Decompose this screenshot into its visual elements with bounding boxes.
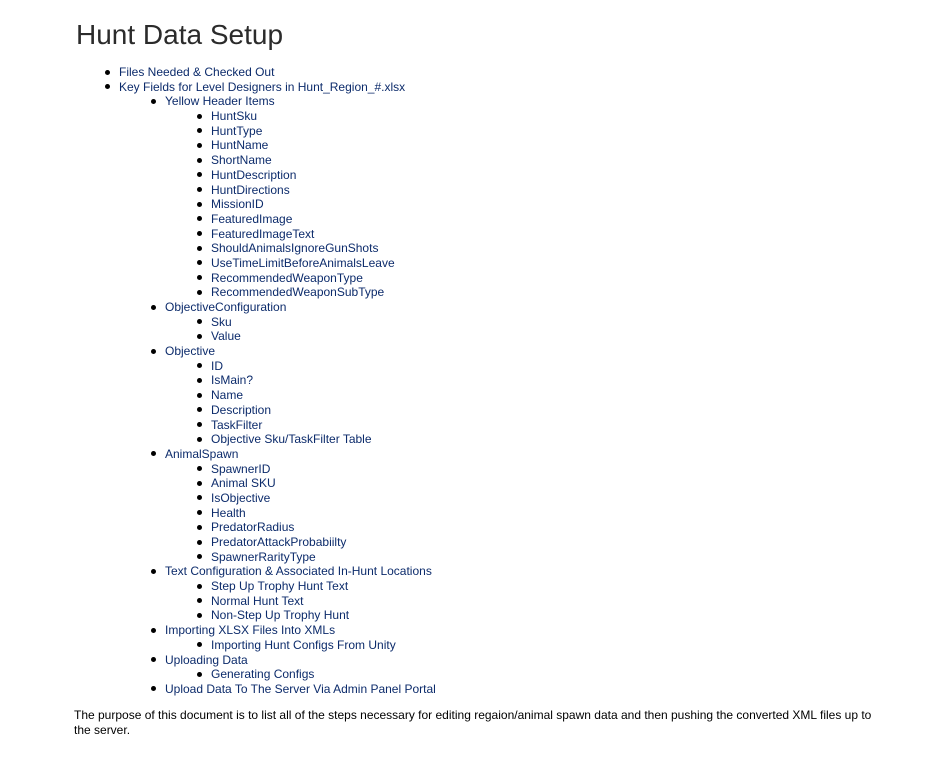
- toc-link[interactable]: TaskFilter: [211, 417, 263, 432]
- bullet-icon: [197, 495, 202, 500]
- bullet-icon: [197, 128, 202, 133]
- bullet-icon: [197, 437, 202, 442]
- bullet-icon: [197, 525, 202, 530]
- bullet-icon: [151, 628, 156, 633]
- toc-link[interactable]: AnimalSpawn: [165, 446, 239, 461]
- bullet-icon: [151, 657, 156, 662]
- bullet-icon: [197, 466, 202, 471]
- toc-link[interactable]: HuntDescription: [211, 167, 297, 182]
- toc-link[interactable]: Generating Configs: [211, 667, 315, 682]
- bullet-icon: [197, 672, 202, 677]
- bullet-icon: [151, 686, 156, 691]
- page-title: Hunt Data Setup: [76, 19, 284, 50]
- bullet-icon: [197, 216, 202, 221]
- toc-link[interactable]: Sku: [211, 314, 232, 329]
- toc-link[interactable]: Importing XLSX Files Into XMLs: [165, 623, 336, 638]
- bullet-icon: [105, 84, 110, 89]
- toc-link[interactable]: Objective: [165, 344, 216, 359]
- bullet-icon: [151, 349, 156, 354]
- bullet-icon: [197, 231, 202, 236]
- toc-link[interactable]: Normal Hunt Text: [211, 593, 304, 608]
- bullet-icon: [197, 202, 202, 207]
- toc-link[interactable]: IsMain?: [211, 373, 254, 388]
- toc-link[interactable]: ShouldAnimalsIgnoreGunShots: [211, 241, 379, 256]
- bullet-icon: [197, 407, 202, 412]
- bullet-icon: [197, 187, 202, 192]
- toc-link[interactable]: Animal SKU: [211, 476, 276, 491]
- bullet-icon: [197, 510, 202, 515]
- bullet-icon: [197, 378, 202, 383]
- bullet-icon: [197, 246, 202, 251]
- toc-link[interactable]: Health: [211, 505, 246, 520]
- bullet-icon: [197, 172, 202, 177]
- bullet-icon: [197, 554, 202, 559]
- purpose-paragraph: The purpose of this document is to list all of the steps necessary for editing regaion/animal spawn data and then pushing the converted XML files up to the server.: [74, 708, 872, 737]
- bullet-icon: [197, 114, 202, 119]
- bullet-icon: [197, 334, 202, 339]
- toc-link[interactable]: Upload Data To The Server Via Admin Panel Portal: [165, 681, 436, 696]
- toc-link[interactable]: ObjectiveConfiguration: [165, 300, 287, 314]
- toc-link[interactable]: IsObjective: [211, 490, 271, 505]
- bullet-icon: [197, 481, 202, 486]
- bullet-icon: [197, 393, 202, 398]
- toc-link[interactable]: Key Fields for Level Designers in Hunt_Region_#.xlsx: [119, 79, 406, 94]
- bullet-icon: [197, 275, 202, 280]
- bullet-icon: [197, 540, 202, 545]
- toc-link[interactable]: PredatorRadius: [211, 520, 295, 535]
- toc-link[interactable]: ShortName: [211, 153, 272, 168]
- bullet-icon: [197, 584, 202, 589]
- toc-link[interactable]: Step Up Trophy Hunt Text: [211, 579, 349, 594]
- toc-link[interactable]: HuntName: [211, 138, 269, 153]
- bullet-icon: [197, 158, 202, 163]
- toc-link[interactable]: UseTimeLimitBeforeAnimalsLeave: [211, 255, 395, 270]
- toc-link[interactable]: SpawnerID: [211, 461, 271, 476]
- bullet-icon: [105, 70, 110, 75]
- toc-link[interactable]: RecommendedWeaponSubType: [211, 285, 385, 300]
- bullet-icon: [151, 451, 156, 456]
- toc-link[interactable]: Name: [211, 388, 244, 403]
- toc-link[interactable]: HuntSku: [211, 109, 258, 124]
- toc-link[interactable]: Description: [211, 402, 272, 417]
- toc-link[interactable]: HuntDirections: [211, 182, 290, 197]
- bullet-icon: [197, 642, 202, 647]
- bullet-icon: [151, 99, 156, 104]
- toc-link[interactable]: Uploading Data: [165, 652, 248, 667]
- bullet-icon: [197, 613, 202, 618]
- toc-link[interactable]: MissionID: [211, 197, 264, 212]
- toc-link[interactable]: Objective Sku/TaskFilter Table: [211, 432, 372, 447]
- bullet-icon: [197, 363, 202, 368]
- toc-link[interactable]: Text Configuration & Associated In-Hunt Locations: [165, 564, 432, 579]
- bullet-icon: [197, 598, 202, 603]
- bullet-icon: [197, 319, 202, 324]
- toc-link[interactable]: Yellow Header Items: [165, 94, 275, 109]
- toc-link[interactable]: Value: [211, 329, 241, 344]
- toc-link[interactable]: Non-Step Up Trophy Hunt: [211, 608, 350, 623]
- toc-link[interactable]: PredatorAttackProbabiilty: [211, 535, 347, 549]
- bullet-icon: [197, 143, 202, 148]
- bullet-icon: [151, 305, 156, 310]
- toc-link[interactable]: RecommendedWeaponType: [211, 270, 363, 285]
- toc-link[interactable]: FeaturedImage: [211, 211, 293, 226]
- toc-link[interactable]: HuntType: [211, 123, 263, 138]
- bullet-icon: [197, 290, 202, 295]
- toc-link[interactable]: FeaturedImageText: [211, 226, 315, 241]
- bullet-icon: [197, 422, 202, 427]
- toc-link[interactable]: ID: [211, 358, 223, 373]
- toc-link[interactable]: SpawnerRarityType: [211, 549, 316, 564]
- bullet-icon: [197, 260, 202, 265]
- toc-link[interactable]: Files Needed & Checked Out: [119, 65, 275, 79]
- bullet-icon: [151, 569, 156, 574]
- toc-link[interactable]: Importing Hunt Configs From Unity: [211, 637, 396, 652]
